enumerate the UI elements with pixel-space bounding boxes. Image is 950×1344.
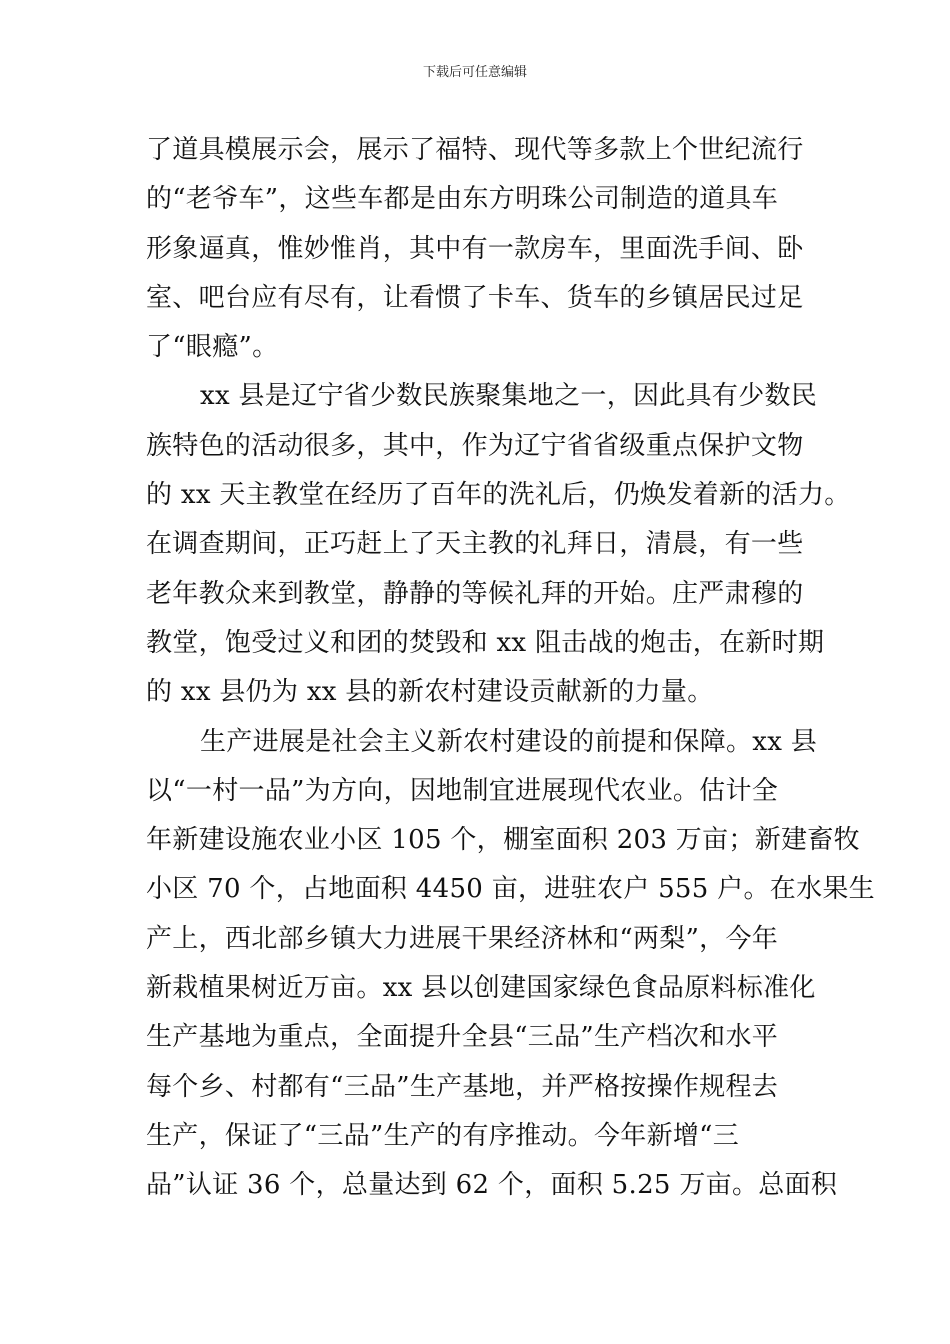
text-line: 了“眼瘾”。	[146, 332, 279, 363]
text-line: 形象逼真，惟妙惟肖，其中有一款房车，里面洗手间、卧	[146, 233, 804, 264]
text-line: 产上，西北部乡镇大力进展干果经济林和“两梨”，今年	[146, 923, 779, 954]
text-line: 生产进展是社会主义新农村建设的前提和保障。xx 县	[200, 726, 818, 757]
text-line: 的“老爷车”，这些车都是由东方明珠公司制造的道具车	[146, 184, 779, 215]
text-line: 年新建设施农业小区 105 个，棚室面积 203 万亩；新建畜牧	[146, 825, 860, 856]
text-line: xx 县是辽宁省少数民族聚集地之一，因此具有少数民	[200, 381, 818, 412]
text-line: 生产，保证了“三品”生产的有序推动。今年新增“三	[146, 1120, 740, 1151]
text-line: 品”认证 36 个，总量达到 62 个，面积 5.25 万亩。总面积	[146, 1170, 838, 1201]
text-line: 每个乡、村都有“三品”生产基地，并严格按操作规程去	[146, 1071, 779, 1102]
text-line: 以“一村一品”为方向，因地制宜进展现代农业。估计全	[146, 775, 779, 806]
text-line: 新栽植果树近万亩。xx 县以创建国家绿色食品原料标准化	[146, 973, 816, 1004]
text-line: 在调查期间，正巧赶上了天主教的礼拜日，清晨，有一些	[146, 529, 804, 560]
text-line: 小区 70 个，占地面积 4450 亩，进驻农户 555 户。在水果生	[146, 874, 875, 905]
document-body	[146, 126, 875, 1211]
page-header-note: 下载后可任意编辑	[422, 65, 527, 80]
text-line: 室、吧台应有尽有，让看惯了卡车、货车的乡镇居民过足	[146, 282, 804, 313]
text-line: 老年教众来到教堂，静静的等候礼拜的开始。庄严肃穆的	[146, 578, 804, 609]
text-line: 的 xx 天主教堂在经历了百年的洗礼后，仍焕发着新的活力。	[146, 480, 851, 511]
text-line: 生产基地为重点，全面提升全县“三品”生产档次和水平	[146, 1022, 779, 1053]
text-line: 的 xx 县仍为 xx 县的新农村建设贡献新的力量。	[146, 677, 714, 708]
text-line: 了道具模展示会，展示了福特、现代等多款上个世纪流行	[146, 135, 804, 165]
text-line: 族特色的活动很多，其中，作为辽宁省省级重点保护文物	[146, 430, 804, 461]
text-line: 教堂，饱受过义和团的焚毁和 xx 阻击战的炮击，在新时期	[146, 627, 825, 658]
